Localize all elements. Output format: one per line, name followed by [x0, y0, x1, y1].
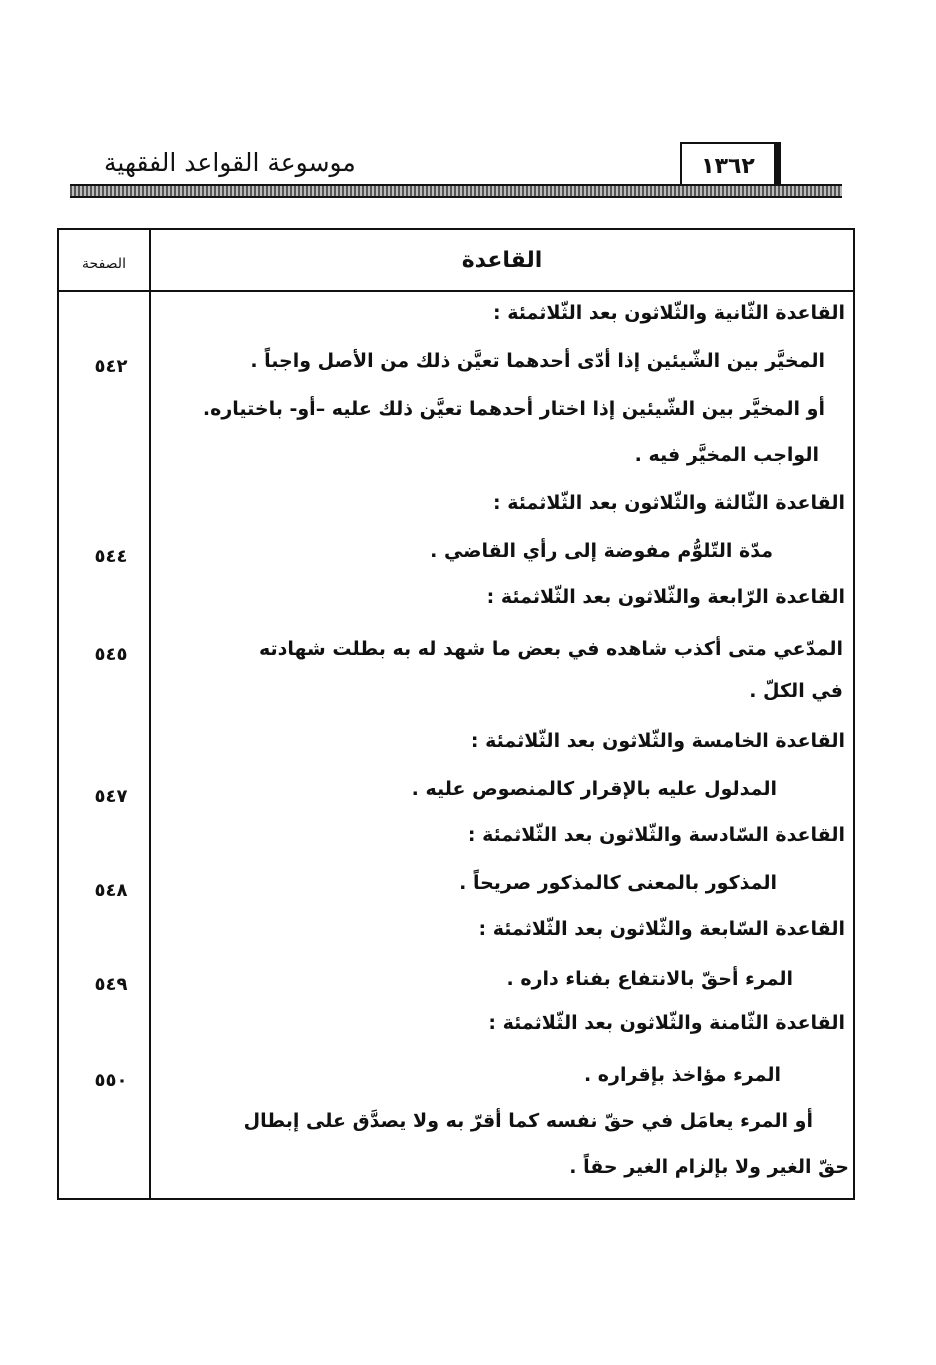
page-ref: ٥٤٧ [94, 786, 128, 807]
rule-heading: القاعدة الثّامنة والثّلاثون بعد الثّلاثمئة : [488, 1012, 845, 1034]
page-ref: ٥٤٩ [94, 974, 128, 995]
rule-text: المدّعي متى أكذب شاهده في بعض ما شهد له به بطلت شهادته [258, 638, 843, 660]
page-header [70, 140, 842, 206]
header-separator [59, 290, 853, 292]
rule-heading: القاعدة السّابعة والثّلاثون بعد الثّلاثمئة : [478, 918, 845, 940]
rule-heading: القاعدة السّادسة والثّلاثون بعد الثّلاثمئة : [467, 824, 845, 846]
rule-heading: القاعدة الخامسة والثّلاثون بعد الثّلاثمئة : [470, 730, 845, 752]
rule-heading: القاعدة الثّالثة والثّلاثون بعد الثّلاثمئة : [493, 492, 845, 514]
page-ref: ٥٤٨ [94, 880, 128, 901]
column-header-page: الصفحة [82, 256, 126, 272]
rule-text: أو المخيَّر بين الشّيئين إذا اختار أحدهما تعيَّن ذلك عليه –أو- باختياره. [202, 398, 825, 420]
rule-text: أو المرء يعامَل في حقّ نفسه كما أقرّ به ولا يصدَّق على إبطال [243, 1110, 813, 1132]
rule-text: حقّ الغير ولا بإلزام الغير حقاً . [569, 1156, 849, 1178]
rule-heading: القاعدة الثّانية والثّلاثون بعد الثّلاثمئة : [493, 302, 845, 324]
rule-text: مدّة التّلوُّم مفوضة إلى رأي القاضي . [430, 540, 773, 562]
page-ref: ٥٤٤ [94, 546, 128, 567]
page-ref: ٥٥٠ [94, 1070, 128, 1091]
rules-index-table [57, 228, 855, 1200]
page-ref: ٥٤٢ [94, 356, 128, 377]
rule-text: الواجب المخيَّر فيه . [634, 444, 819, 466]
rule-text: المذكور بالمعنى كالمذكور صريحاً . [459, 872, 777, 894]
rule-text: المدلول عليه بالإقرار كالمنصوص عليه . [411, 778, 777, 800]
book-title: موسوعة القواعد الفقهية [104, 148, 356, 177]
rule-text: في الكلّ . [749, 680, 843, 702]
page-ref: ٥٤٥ [94, 644, 128, 665]
rule-text: المرء مؤاخذ بإقراره . [583, 1064, 781, 1086]
header-rule [70, 184, 842, 198]
rule-text: المرء أحقّ بالانتفاع بفناء داره . [506, 968, 793, 990]
rule-text: المخيَّر بين الشّيئين إذا أدّى أحدهما تعيَّن ذلك من الأصل واجباً . [250, 350, 825, 372]
page-number-box [680, 142, 781, 188]
rule-heading: القاعدة الرّابعة والثّلاثون بعد الثّلاثمئة : [486, 586, 845, 608]
page-number: ١٣٦٢ [701, 154, 755, 179]
column-header-rule: القاعدة [461, 248, 543, 273]
